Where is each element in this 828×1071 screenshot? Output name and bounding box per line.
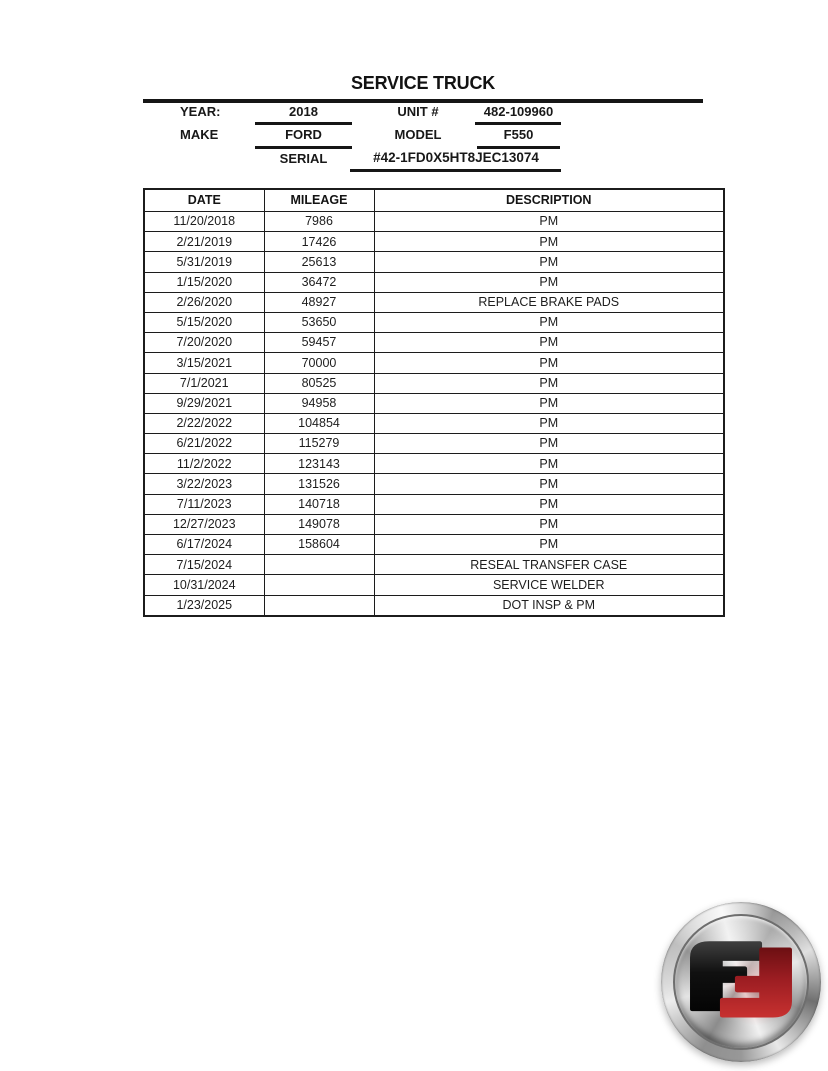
mileage-column-header: MILEAGE (264, 189, 374, 212)
unit-number-value: 482-109960 (483, 104, 554, 119)
description-cell: PM (374, 494, 724, 514)
table-row (144, 413, 724, 433)
company-logo (661, 902, 821, 1062)
table-row (144, 333, 724, 353)
table-row (144, 555, 724, 575)
serial-label: SERIAL (279, 151, 328, 166)
description-cell: PM (374, 474, 724, 494)
table-row (144, 393, 724, 413)
unit-number-label: UNIT # (397, 104, 439, 119)
mileage-cell: 17426 (264, 232, 374, 252)
mileage-cell: 53650 (264, 312, 374, 332)
description-cell: PM (374, 252, 724, 272)
date-cell: 1/23/2025 (144, 595, 264, 616)
mileage-cell (264, 595, 374, 616)
table-row (144, 252, 724, 272)
date-cell: 12/27/2023 (144, 514, 264, 534)
description-cell: PM (374, 232, 724, 252)
date-cell: 3/15/2021 (144, 353, 264, 373)
table-row (144, 575, 724, 595)
date-column-header: DATE (144, 189, 264, 212)
description-cell: PM (374, 272, 724, 292)
description-cell: PM (374, 413, 724, 433)
table-row (144, 353, 724, 373)
table-row (144, 292, 724, 312)
serial-value: #42-1FD0X5HT8JEC13074 (373, 150, 539, 165)
fj-monogram-icon (683, 935, 799, 1023)
model-underline (477, 146, 560, 149)
mileage-cell (264, 575, 374, 595)
unit-underline (475, 122, 561, 125)
description-cell: DOT INSP & PM (374, 595, 724, 616)
date-cell: 7/15/2024 (144, 555, 264, 575)
table-row (144, 232, 724, 252)
table-row (144, 535, 724, 555)
mileage-cell: 123143 (264, 454, 374, 474)
year-underline (255, 122, 352, 125)
table-row (144, 474, 724, 494)
mileage-cell: 25613 (264, 252, 374, 272)
mileage-cell: 7986 (264, 212, 374, 232)
page-title: SERVICE TRUCK (350, 73, 496, 93)
make-label: MAKE (180, 127, 219, 142)
title-divider (143, 99, 703, 103)
table-row (144, 212, 724, 232)
table-header-row (144, 189, 724, 212)
date-cell: 2/22/2022 (144, 413, 264, 433)
description-cell: PM (374, 353, 724, 373)
date-cell: 3/22/2023 (144, 474, 264, 494)
mileage-cell: 36472 (264, 272, 374, 292)
date-cell: 6/21/2022 (144, 434, 264, 454)
description-cell: PM (374, 393, 724, 413)
mileage-cell: 140718 (264, 494, 374, 514)
description-cell: PM (374, 514, 724, 534)
mileage-cell (264, 555, 374, 575)
mileage-cell: 131526 (264, 474, 374, 494)
table-row (144, 312, 724, 332)
date-cell: 10/31/2024 (144, 575, 264, 595)
date-cell: 7/20/2020 (144, 333, 264, 353)
table-row (144, 514, 724, 534)
table-row (144, 434, 724, 454)
logo-inner-disc (673, 914, 809, 1050)
date-cell: 7/11/2023 (144, 494, 264, 514)
mileage-cell: 70000 (264, 353, 374, 373)
table-row (144, 454, 724, 474)
description-column-header: DESCRIPTION (374, 189, 724, 212)
description-cell: PM (374, 312, 724, 332)
year-label: YEAR: (180, 104, 221, 119)
description-cell: PM (374, 454, 724, 474)
description-cell: PM (374, 434, 724, 454)
mileage-cell: 158604 (264, 535, 374, 555)
description-cell: PM (374, 333, 724, 353)
table-row (144, 494, 724, 514)
mileage-cell: 59457 (264, 333, 374, 353)
mileage-cell: 149078 (264, 514, 374, 534)
make-underline (255, 146, 352, 149)
mileage-cell: 104854 (264, 413, 374, 433)
description-cell: SERVICE WELDER (374, 575, 724, 595)
mileage-cell: 48927 (264, 292, 374, 312)
make-value: FORD (285, 127, 322, 142)
serial-underline (350, 169, 561, 172)
table-row (144, 272, 724, 292)
description-cell: PM (374, 212, 724, 232)
model-value: F550 (503, 127, 534, 142)
date-cell: 2/21/2019 (144, 232, 264, 252)
mileage-cell: 115279 (264, 434, 374, 454)
date-cell: 5/31/2019 (144, 252, 264, 272)
description-cell: PM (374, 373, 724, 393)
maintenance-table (143, 188, 725, 617)
year-value: 2018 (289, 104, 318, 119)
mileage-cell: 80525 (264, 373, 374, 393)
date-cell: 11/20/2018 (144, 212, 264, 232)
table-row (144, 373, 724, 393)
date-cell: 5/15/2020 (144, 312, 264, 332)
table-row (144, 595, 724, 616)
date-cell: 7/1/2021 (144, 373, 264, 393)
date-cell: 11/2/2022 (144, 454, 264, 474)
date-cell: 1/15/2020 (144, 272, 264, 292)
description-cell: RESEAL TRANSFER CASE (374, 555, 724, 575)
mileage-cell: 94958 (264, 393, 374, 413)
date-cell: 9/29/2021 (144, 393, 264, 413)
description-cell: REPLACE BRAKE PADS (374, 292, 724, 312)
model-label: MODEL (394, 127, 442, 142)
date-cell: 6/17/2024 (144, 535, 264, 555)
description-cell: PM (374, 535, 724, 555)
date-cell: 2/26/2020 (144, 292, 264, 312)
